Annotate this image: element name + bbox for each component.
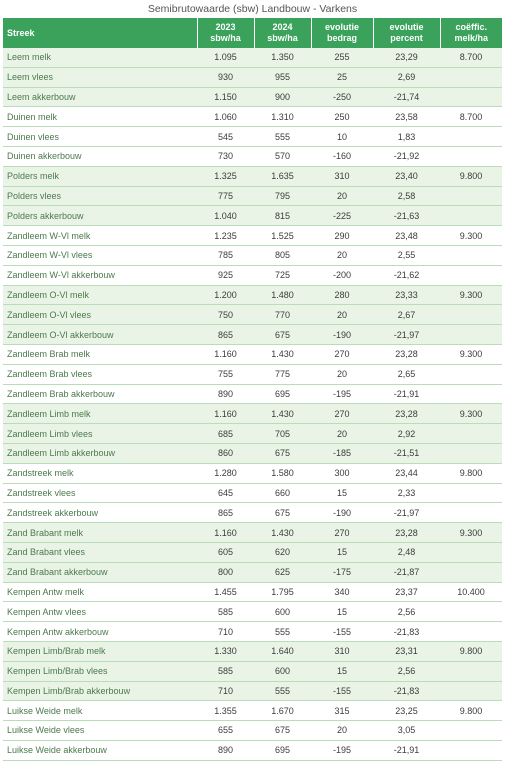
table-row — [3, 701, 502, 721]
cell-streek: Luikse Weide vlees — [3, 721, 197, 741]
cell-streek: Zandleem O-Vl melk — [3, 285, 197, 305]
cell-evolutie-percent: 23,33 — [373, 285, 440, 305]
cell-sbw-2024: 555 — [254, 681, 311, 701]
cell-evolutie-percent: 23,44 — [373, 463, 440, 483]
cell-sbw-2024: 1.310 — [254, 107, 311, 127]
table-row — [3, 265, 502, 285]
cell-sbw-2024: 570 — [254, 146, 311, 166]
cell-streek: Zandleem Brab melk — [3, 344, 197, 364]
cell-evolutie-percent: 2,33 — [373, 483, 440, 503]
header-bedrag-line2: bedrag — [326, 33, 357, 43]
cell-evolutie-percent: 2,65 — [373, 364, 440, 384]
cell-streek: Kempen Limb/Brab vlees — [3, 661, 197, 681]
header-coefficient — [440, 18, 502, 48]
cell-evolutie-percent: 2,55 — [373, 245, 440, 265]
cell-coefficient — [440, 721, 502, 741]
cell-coefficient — [440, 542, 502, 562]
cell-sbw-2023: 545 — [197, 127, 254, 147]
cell-evolutie-percent: 23,40 — [373, 166, 440, 186]
cell-streek: Polders vlees — [3, 186, 197, 206]
header-streek: Streek — [3, 18, 197, 48]
cell-coefficient: 9.300 — [440, 285, 502, 305]
cell-evolutie-percent: -21,92 — [373, 146, 440, 166]
cell-coefficient — [440, 305, 502, 325]
cell-sbw-2024: 675 — [254, 443, 311, 463]
table-row — [3, 285, 502, 305]
cell-sbw-2023: 755 — [197, 364, 254, 384]
header-2024-line1: 2024 — [272, 22, 293, 32]
cell-sbw-2024: 675 — [254, 325, 311, 345]
cell-sbw-2023: 800 — [197, 562, 254, 582]
cell-streek: Zandstreek akkerbouw — [3, 503, 197, 523]
cell-evolutie-percent: 2,92 — [373, 424, 440, 444]
cell-sbw-2023: 775 — [197, 186, 254, 206]
cell-sbw-2023: 1.235 — [197, 226, 254, 246]
cell-sbw-2024: 795 — [254, 186, 311, 206]
header-coef-line2: melk/ha — [454, 33, 489, 43]
cell-streek: Duinen vlees — [3, 127, 197, 147]
cell-evolutie-percent: 23,37 — [373, 582, 440, 602]
cell-sbw-2024: 600 — [254, 661, 311, 681]
cell-sbw-2023: 1.095 — [197, 48, 254, 67]
cell-coefficient: 9.300 — [440, 404, 502, 424]
cell-evolutie-percent: -21,91 — [373, 384, 440, 404]
cell-coefficient — [440, 424, 502, 444]
cell-evolutie-percent: 23,28 — [373, 523, 440, 543]
cell-evolutie-bedrag: -160 — [311, 146, 373, 166]
table-row — [3, 404, 502, 424]
table-row — [3, 582, 502, 602]
cell-evolutie-bedrag: 290 — [311, 226, 373, 246]
cell-evolutie-bedrag: -200 — [311, 265, 373, 285]
cell-streek: Zand Brabant melk — [3, 523, 197, 543]
cell-sbw-2024: 1.480 — [254, 285, 311, 305]
cell-coefficient — [440, 622, 502, 642]
cell-evolutie-percent: 2,56 — [373, 661, 440, 681]
cell-sbw-2023: 865 — [197, 325, 254, 345]
cell-sbw-2023: 925 — [197, 265, 254, 285]
cell-evolutie-bedrag: -225 — [311, 206, 373, 226]
cell-sbw-2023: 710 — [197, 681, 254, 701]
cell-sbw-2023: 785 — [197, 245, 254, 265]
cell-evolutie-percent: 23,28 — [373, 344, 440, 364]
cell-evolutie-percent: -21,97 — [373, 325, 440, 345]
table-row — [3, 127, 502, 147]
cell-coefficient — [440, 67, 502, 87]
cell-sbw-2024: 1.640 — [254, 641, 311, 661]
cell-coefficient — [440, 740, 502, 760]
cell-streek: Kempen Antw melk — [3, 582, 197, 602]
cell-coefficient: 8.700 — [440, 107, 502, 127]
cell-streek: Zandleem Limb vlees — [3, 424, 197, 444]
cell-coefficient: 9.800 — [440, 701, 502, 721]
cell-sbw-2024: 1.635 — [254, 166, 311, 186]
table-row — [3, 424, 502, 444]
cell-streek: Luikse Weide akkerbouw — [3, 740, 197, 760]
cell-coefficient — [440, 602, 502, 622]
table-row — [3, 206, 502, 226]
cell-coefficient — [440, 186, 502, 206]
sbw-table — [3, 18, 502, 761]
table-row — [3, 325, 502, 345]
cell-sbw-2024: 1.525 — [254, 226, 311, 246]
cell-streek: Luikse Weide melk — [3, 701, 197, 721]
cell-sbw-2024: 1.350 — [254, 48, 311, 67]
cell-evolutie-bedrag: 20 — [311, 186, 373, 206]
cell-sbw-2023: 1.160 — [197, 523, 254, 543]
cell-evolutie-percent: 23,28 — [373, 404, 440, 424]
table-row — [3, 542, 502, 562]
cell-evolutie-bedrag: 340 — [311, 582, 373, 602]
table-row — [3, 503, 502, 523]
cell-streek: Zandleem Limb akkerbouw — [3, 443, 197, 463]
cell-streek: Polders melk — [3, 166, 197, 186]
cell-sbw-2023: 1.160 — [197, 344, 254, 364]
table-row — [3, 562, 502, 582]
table-row — [3, 344, 502, 364]
cell-evolutie-bedrag: -190 — [311, 325, 373, 345]
table-row — [3, 641, 502, 661]
cell-sbw-2023: 1.060 — [197, 107, 254, 127]
cell-evolutie-bedrag: -250 — [311, 87, 373, 107]
cell-evolutie-percent: -21,62 — [373, 265, 440, 285]
cell-coefficient — [440, 562, 502, 582]
cell-coefficient — [440, 443, 502, 463]
table-row — [3, 463, 502, 483]
cell-sbw-2023: 730 — [197, 146, 254, 166]
cell-evolutie-percent: -21,83 — [373, 622, 440, 642]
cell-evolutie-percent: -21,87 — [373, 562, 440, 582]
cell-coefficient — [440, 87, 502, 107]
cell-coefficient — [440, 503, 502, 523]
cell-sbw-2024: 620 — [254, 542, 311, 562]
cell-streek: Zandleem W-Vl melk — [3, 226, 197, 246]
header-2024 — [254, 18, 311, 48]
cell-coefficient: 9.300 — [440, 226, 502, 246]
cell-streek: Leem vlees — [3, 67, 197, 87]
cell-streek: Kempen Limb/Brab akkerbouw — [3, 681, 197, 701]
header-2023-line1: 2023 — [215, 22, 236, 32]
cell-evolutie-percent: -21,74 — [373, 87, 440, 107]
cell-coefficient — [440, 146, 502, 166]
cell-streek: Zandleem Brab vlees — [3, 364, 197, 384]
cell-sbw-2023: 1.325 — [197, 166, 254, 186]
cell-evolutie-percent: -21,97 — [373, 503, 440, 523]
cell-coefficient — [440, 245, 502, 265]
table-row — [3, 48, 502, 67]
cell-evolutie-bedrag: 270 — [311, 523, 373, 543]
cell-streek: Zandleem O-Vl vlees — [3, 305, 197, 325]
cell-sbw-2023: 645 — [197, 483, 254, 503]
cell-evolutie-percent: -21,83 — [373, 681, 440, 701]
cell-sbw-2023: 1.455 — [197, 582, 254, 602]
cell-evolutie-bedrag: 270 — [311, 344, 373, 364]
cell-streek: Leem akkerbouw — [3, 87, 197, 107]
cell-sbw-2024: 1.430 — [254, 523, 311, 543]
table-row — [3, 107, 502, 127]
cell-sbw-2024: 770 — [254, 305, 311, 325]
cell-sbw-2023: 750 — [197, 305, 254, 325]
cell-coefficient — [440, 206, 502, 226]
cell-evolutie-bedrag: 270 — [311, 404, 373, 424]
cell-evolutie-bedrag: -190 — [311, 503, 373, 523]
cell-coefficient: 9.800 — [440, 166, 502, 186]
cell-evolutie-bedrag: 300 — [311, 463, 373, 483]
cell-coefficient: 9.800 — [440, 463, 502, 483]
cell-sbw-2024: 1.795 — [254, 582, 311, 602]
cell-sbw-2024: 1.430 — [254, 344, 311, 364]
cell-streek: Zandstreek melk — [3, 463, 197, 483]
cell-evolutie-bedrag: -195 — [311, 740, 373, 760]
cell-evolutie-percent: -21,63 — [373, 206, 440, 226]
cell-sbw-2024: 775 — [254, 364, 311, 384]
cell-sbw-2024: 900 — [254, 87, 311, 107]
cell-evolutie-bedrag: 10 — [311, 127, 373, 147]
cell-evolutie-bedrag: 20 — [311, 364, 373, 384]
cell-evolutie-percent: -21,91 — [373, 740, 440, 760]
cell-streek: Zandleem O-Vl akkerbouw — [3, 325, 197, 345]
cell-sbw-2024: 1.580 — [254, 463, 311, 483]
cell-coefficient: 9.800 — [440, 641, 502, 661]
cell-coefficient — [440, 483, 502, 503]
cell-evolutie-bedrag: 310 — [311, 166, 373, 186]
cell-sbw-2024: 805 — [254, 245, 311, 265]
cell-coefficient: 9.300 — [440, 523, 502, 543]
cell-streek: Polders akkerbouw — [3, 206, 197, 226]
cell-sbw-2023: 585 — [197, 602, 254, 622]
cell-sbw-2023: 890 — [197, 384, 254, 404]
cell-sbw-2024: 600 — [254, 602, 311, 622]
cell-streek: Zand Brabant vlees — [3, 542, 197, 562]
cell-sbw-2023: 1.160 — [197, 404, 254, 424]
cell-sbw-2024: 695 — [254, 384, 311, 404]
cell-evolutie-percent: 23,29 — [373, 48, 440, 67]
header-evolutie-bedrag — [311, 18, 373, 48]
cell-evolutie-bedrag: -195 — [311, 384, 373, 404]
cell-sbw-2023: 605 — [197, 542, 254, 562]
table-header — [3, 18, 502, 48]
cell-sbw-2023: 685 — [197, 424, 254, 444]
cell-coefficient: 8.700 — [440, 48, 502, 67]
cell-sbw-2024: 955 — [254, 67, 311, 87]
cell-sbw-2024: 1.670 — [254, 701, 311, 721]
header-bedrag-line1: evolutie — [324, 22, 359, 32]
cell-coefficient — [440, 661, 502, 681]
cell-evolutie-bedrag: 280 — [311, 285, 373, 305]
cell-coefficient — [440, 364, 502, 384]
cell-sbw-2023: 1.200 — [197, 285, 254, 305]
header-2024-line2: sbw/ha — [267, 33, 298, 43]
table-row — [3, 364, 502, 384]
header-2023-line2: sbw/ha — [210, 33, 241, 43]
table-row — [3, 681, 502, 701]
table-row — [3, 443, 502, 463]
header-coef-line1: coëffic. — [455, 22, 487, 32]
table-row — [3, 622, 502, 642]
cell-evolutie-percent: 23,25 — [373, 701, 440, 721]
cell-coefficient — [440, 681, 502, 701]
cell-coefficient — [440, 127, 502, 147]
cell-evolutie-bedrag: 255 — [311, 48, 373, 67]
cell-streek: Duinen melk — [3, 107, 197, 127]
header-evolutie-percent — [373, 18, 440, 48]
header-percent-line1: evolutie — [389, 22, 424, 32]
cell-sbw-2023: 865 — [197, 503, 254, 523]
table-row — [3, 186, 502, 206]
cell-sbw-2024: 625 — [254, 562, 311, 582]
table-row — [3, 384, 502, 404]
cell-sbw-2023: 1.040 — [197, 206, 254, 226]
cell-streek: Zandleem Brab akkerbouw — [3, 384, 197, 404]
cell-sbw-2023: 710 — [197, 622, 254, 642]
cell-evolutie-percent: 1,83 — [373, 127, 440, 147]
cell-sbw-2024: 555 — [254, 622, 311, 642]
cell-evolutie-bedrag: 20 — [311, 721, 373, 741]
cell-sbw-2024: 675 — [254, 503, 311, 523]
cell-evolutie-bedrag: -155 — [311, 681, 373, 701]
header-2023 — [197, 18, 254, 48]
table-row — [3, 226, 502, 246]
cell-sbw-2023: 1.330 — [197, 641, 254, 661]
cell-evolutie-percent: -21,51 — [373, 443, 440, 463]
cell-evolutie-bedrag: 250 — [311, 107, 373, 127]
cell-evolutie-bedrag: 315 — [311, 701, 373, 721]
cell-streek: Leem melk — [3, 48, 197, 67]
cell-evolutie-percent: 3,05 — [373, 721, 440, 741]
cell-evolutie-bedrag: 20 — [311, 305, 373, 325]
cell-evolutie-percent: 2,56 — [373, 602, 440, 622]
cell-evolutie-bedrag: 15 — [311, 542, 373, 562]
cell-evolutie-bedrag: 15 — [311, 661, 373, 681]
cell-coefficient — [440, 384, 502, 404]
cell-sbw-2023: 860 — [197, 443, 254, 463]
cell-evolutie-bedrag: 20 — [311, 424, 373, 444]
cell-sbw-2024: 695 — [254, 740, 311, 760]
cell-streek: Kempen Limb/Brab melk — [3, 641, 197, 661]
cell-evolutie-bedrag: -155 — [311, 622, 373, 642]
cell-coefficient — [440, 265, 502, 285]
cell-sbw-2024: 705 — [254, 424, 311, 444]
table-row — [3, 661, 502, 681]
cell-coefficient — [440, 325, 502, 345]
table-row — [3, 245, 502, 265]
cell-sbw-2024: 555 — [254, 127, 311, 147]
cell-streek: Zandleem Limb melk — [3, 404, 197, 424]
cell-evolutie-bedrag: 25 — [311, 67, 373, 87]
cell-evolutie-bedrag: 15 — [311, 602, 373, 622]
cell-evolutie-percent: 23,31 — [373, 641, 440, 661]
cell-coefficient: 10.400 — [440, 582, 502, 602]
page-title: Semibrutowaarde (sbw) Landbouw - Varkens — [147, 3, 358, 15]
cell-evolutie-percent: 23,58 — [373, 107, 440, 127]
cell-coefficient: 9.300 — [440, 344, 502, 364]
cell-evolutie-bedrag: 310 — [311, 641, 373, 661]
table-row — [3, 146, 502, 166]
cell-streek: Zandleem W-Vl vlees — [3, 245, 197, 265]
cell-sbw-2023: 1.280 — [197, 463, 254, 483]
cell-sbw-2023: 585 — [197, 661, 254, 681]
cell-evolutie-percent: 2,58 — [373, 186, 440, 206]
cell-streek: Duinen akkerbouw — [3, 146, 197, 166]
header-percent-line2: percent — [390, 33, 423, 43]
cell-sbw-2023: 930 — [197, 67, 254, 87]
cell-evolutie-percent: 2,67 — [373, 305, 440, 325]
cell-evolutie-percent: 2,69 — [373, 67, 440, 87]
table-row — [3, 305, 502, 325]
table-row — [3, 602, 502, 622]
table-row — [3, 740, 502, 760]
cell-evolutie-bedrag: 15 — [311, 483, 373, 503]
cell-evolutie-percent: 2,48 — [373, 542, 440, 562]
table-row — [3, 483, 502, 503]
cell-sbw-2023: 655 — [197, 721, 254, 741]
cell-sbw-2024: 815 — [254, 206, 311, 226]
cell-streek: Kempen Antw akkerbouw — [3, 622, 197, 642]
cell-sbw-2023: 1.150 — [197, 87, 254, 107]
cell-sbw-2024: 1.430 — [254, 404, 311, 424]
table-row — [3, 87, 502, 107]
table-row — [3, 67, 502, 87]
cell-evolutie-bedrag: -185 — [311, 443, 373, 463]
cell-sbw-2023: 890 — [197, 740, 254, 760]
cell-evolutie-bedrag: -175 — [311, 562, 373, 582]
cell-sbw-2024: 725 — [254, 265, 311, 285]
cell-evolutie-percent: 23,48 — [373, 226, 440, 246]
cell-sbw-2024: 660 — [254, 483, 311, 503]
cell-streek: Zandstreek vlees — [3, 483, 197, 503]
cell-evolutie-bedrag: 20 — [311, 245, 373, 265]
table-row — [3, 166, 502, 186]
cell-streek: Zandleem W-Vl akkerbouw — [3, 265, 197, 285]
cell-sbw-2023: 1.355 — [197, 701, 254, 721]
cell-streek: Zand Brabant akkerbouw — [3, 562, 197, 582]
table-row — [3, 721, 502, 741]
table-row — [3, 523, 502, 543]
table-body — [3, 48, 502, 760]
cell-streek: Kempen Antw vlees — [3, 602, 197, 622]
cell-sbw-2024: 675 — [254, 721, 311, 741]
